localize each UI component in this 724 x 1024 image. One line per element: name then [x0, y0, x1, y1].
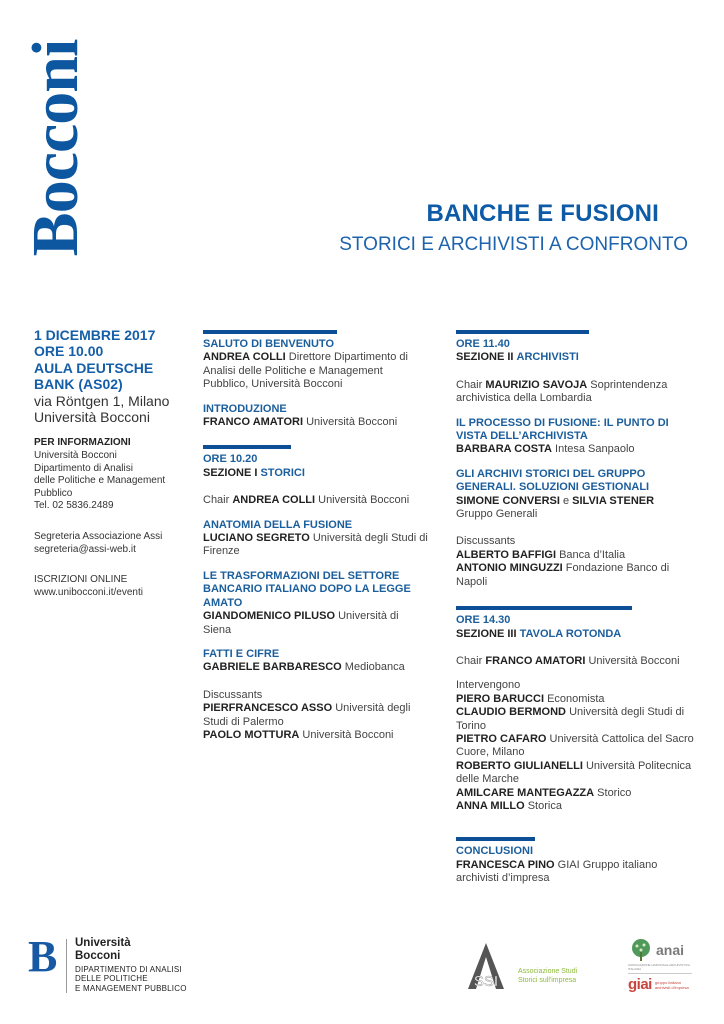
speaker-item — [456, 787, 701, 800]
speaker-affiliation: Università Cattolica del Sacro Cuore, Milano — [456, 732, 694, 759]
session-label: SEZIONE III — [456, 627, 517, 640]
session-label: SEZIONE II — [456, 351, 514, 364]
discussant-name: PIERFRANCESCO ASSO — [203, 702, 333, 715]
talk-item — [203, 519, 428, 559]
speaker-affiliation: Intesa Sanpaolo — [555, 443, 635, 456]
contact-info — [34, 437, 199, 599]
session1-chair — [203, 494, 428, 507]
chair-name: FRANCO AMATORI — [485, 654, 586, 667]
discussants-label: Discussants — [456, 535, 516, 548]
conclusions-title: CONCLUSIONI — [456, 845, 533, 858]
info-line: Pubblico — [34, 487, 73, 499]
logo-divider — [66, 939, 67, 993]
speaker-name: GIANDOMENICO PILUSO — [203, 610, 336, 623]
talk-title: IL PROCESSO DI FUSIONE: IL PUNTO DI VISTA DELL’ARCHIVISTA — [456, 416, 669, 443]
assi-name-line2: Storici sull'impresa — [518, 976, 577, 984]
session-tag: STORICI — [260, 466, 305, 479]
talk-item — [456, 468, 701, 522]
chair-affiliation: Università Bocconi — [318, 494, 410, 507]
talk-item — [203, 570, 428, 637]
section-rule — [203, 330, 337, 334]
speaker-item — [456, 693, 701, 706]
department-line1: DIPARTIMENTO DI ANALISI — [75, 965, 182, 974]
speakers-label: Intervengono — [456, 679, 521, 692]
event-venue: Università Bocconi — [34, 409, 150, 426]
assi-triangle-icon — [460, 943, 512, 989]
welcome-title: SALUTO DI BENVENUTO — [203, 338, 334, 350]
bocconi-logo-text: Bocconi — [19, 39, 92, 256]
discussant-affiliation: Università degli Studi di Palermo — [203, 702, 411, 728]
welcome-block — [203, 338, 428, 392]
university-name-line2: Bocconi — [75, 949, 121, 962]
speaker-name: FRANCESCA PINO — [456, 858, 555, 871]
speaker-item — [456, 733, 701, 760]
university-name-line1: Università — [75, 937, 131, 949]
speaker-name: ROBERTO GIULIANELLI — [456, 759, 583, 772]
speaker-affiliation: Storico — [597, 786, 632, 799]
info-phone: Tel. 02 5836.2489 — [34, 500, 114, 512]
section-rule — [203, 445, 291, 449]
session2-chair — [456, 379, 701, 406]
speaker-affiliation: Università degli Studi di Firenze — [203, 532, 428, 558]
anai-wordmark: anai — [656, 942, 685, 958]
speaker-affiliation: Mediobanca — [344, 661, 405, 674]
info-heading: PER INFORMAZIONI — [34, 437, 131, 449]
bocconi-vertical-logo — [19, 30, 92, 265]
registration-link[interactable]: www.unibocconi.it/eventi — [34, 586, 143, 598]
speaker-name: ANNA MILLO — [456, 799, 525, 812]
speaker-name: BARBARA COSTA — [456, 443, 552, 456]
speaker-affiliation: Gruppo Generali — [456, 508, 538, 521]
event-time: ORE 10.00 — [34, 343, 104, 360]
speaker-name: PIETRO CAFARO — [456, 732, 547, 745]
giai-sub-line2: archivisti d'impresa — [654, 984, 689, 990]
discussant-name: PAOLO MOTTURA — [203, 728, 300, 741]
intro-title: INTRODUZIONE — [203, 402, 287, 415]
talk-title: ANATOMIA DELLA FUSIONE — [203, 518, 353, 531]
event-room-line1: AULA DEUTSCHE — [34, 359, 154, 376]
speaker-item — [456, 760, 701, 787]
bocconi-b-icon: B — [28, 932, 58, 981]
poster-subtitle: STORICI E ARCHIVISTI A CONFRONTO — [339, 234, 688, 255]
info-line: delle Politiche e Management — [34, 475, 166, 487]
session2-discussants — [456, 535, 701, 589]
speaker-name: GABRIELE BARBARESCO — [203, 661, 342, 674]
session-time: ORE 14.30 — [456, 614, 511, 627]
speaker-affiliation: Direttore Dipartimento di Analisi delle Politiche e Management Pubblico, Università Bocconi — [203, 351, 408, 391]
event-address: via Röntgen 1, Milano — [34, 392, 170, 409]
info-line: Dipartimento di Analisi — [34, 462, 133, 474]
chair-label: Chair — [456, 378, 483, 391]
section-rule — [456, 606, 632, 610]
chair-affiliation: Università Bocconi — [588, 654, 680, 667]
speaker-name: PIERO BARUCCI — [456, 692, 545, 705]
svg-text:SSI: SSI — [473, 973, 499, 989]
session3-header — [456, 614, 701, 641]
speaker-name: FRANCO AMATORI — [203, 416, 304, 429]
speaker-affiliation: Università degli Studi di Torino — [456, 706, 685, 732]
discussants-label: Discussants — [203, 688, 263, 701]
discussant-name: ANTONIO MINGUZZI — [456, 562, 563, 575]
speaker-name: ANDREA COLLI — [203, 351, 286, 364]
discussant-item — [456, 549, 701, 562]
event-date: 1 DICEMBRE 2017 — [34, 327, 156, 343]
program-column-2 — [456, 330, 701, 886]
speaker-item — [456, 800, 701, 813]
speaker-affiliation: GIAI Gruppo italiano archivisti d’impresa — [456, 858, 658, 885]
talk-title: FATTI E CIFRE — [203, 647, 280, 660]
discussant-item — [203, 729, 428, 742]
session1-header — [203, 453, 428, 480]
chair-label: Chair — [203, 494, 230, 507]
session-time: ORE 10.20 — [203, 453, 258, 466]
tree-icon — [628, 938, 654, 962]
speaker-affiliation: Università Politecnica delle Marche — [456, 759, 692, 786]
poster-title-block — [339, 200, 688, 256]
speaker-affiliation: Economista — [547, 692, 605, 705]
assi-logo — [460, 943, 577, 989]
chair-affiliation: Soprintendenza archivistica della Lombardia — [456, 378, 668, 405]
section-rule — [456, 330, 589, 334]
discussant-affiliation: Università Bocconi — [302, 728, 394, 741]
assi-name-line1: Associazione Studi — [518, 968, 578, 976]
bocconi-department-logo — [28, 932, 187, 993]
speaker-conjunction: e — [562, 494, 570, 507]
chair-label: Chair — [456, 654, 483, 667]
speaker-affiliation: Università di Siena — [203, 610, 399, 636]
session3-speakers — [456, 679, 701, 813]
discussant-item — [456, 562, 701, 589]
conclusions-block — [456, 845, 701, 885]
intro-block — [203, 403, 428, 430]
session-label: SEZIONE I — [203, 466, 258, 479]
anai-giai-logo — [628, 938, 692, 993]
session3-chair — [456, 655, 701, 668]
event-room-line2: BANK (AS02) — [34, 376, 123, 393]
speaker-name: AMILCARE MANTEGAZZA — [456, 786, 595, 799]
speaker-name: LUCIANO SEGRETO — [203, 532, 310, 545]
registration-heading: ISCRIZIONI ONLINE — [34, 574, 128, 586]
speaker-name: SILVIA STENER — [572, 494, 655, 507]
event-details — [34, 327, 199, 425]
speaker-affiliation: Storica — [527, 799, 562, 812]
secretariat-email[interactable]: segreteria@assi-web.it — [34, 543, 136, 555]
chair-name: ANDREA COLLI — [232, 494, 316, 507]
event-info-column — [34, 327, 199, 599]
giai-sub-line1: gruppo italiano — [654, 979, 682, 985]
talk-title: LE TRASFORMAZIONI DEL SETTORE BANCARIO ITALIANO DOPO LA LEGGE AMATO — [203, 569, 411, 609]
secretariat-label: Segreteria Associazione Assi — [34, 531, 163, 542]
chair-name: MAURIZIO SAVOJA — [485, 378, 588, 391]
giai-wordmark: giai — [628, 976, 652, 993]
anai-fine-print: ASSOCIAZIONE NAZIONALE ARCHIVISTICA ITALIANA — [628, 963, 690, 971]
discussant-item — [203, 702, 428, 729]
program-column-1 — [203, 330, 428, 742]
session2-header — [456, 338, 701, 365]
discussant-affiliation: Fondazione Banco di Napoli — [456, 562, 670, 588]
session1-discussants — [203, 689, 428, 743]
session-tag: TAVOLA ROTONDA — [519, 627, 622, 640]
talk-item — [203, 648, 428, 675]
speaker-affiliation: Università Bocconi — [306, 416, 398, 429]
session-tag: ARCHIVISTI — [516, 351, 579, 364]
speaker-name: SIMONE CONVERSI — [456, 494, 560, 507]
speaker-item — [456, 706, 701, 733]
discussant-affiliation: Banca d’Italia — [559, 548, 626, 561]
poster-title: BANCHE E FUSIONI — [426, 200, 659, 227]
department-line2: DELLE POLITICHE — [75, 974, 148, 984]
talk-item — [456, 417, 701, 457]
logo-divider — [628, 973, 692, 974]
department-line3: E MANAGEMENT PUBBLICO — [75, 983, 187, 993]
session-time: ORE 11.40 — [456, 338, 510, 350]
info-line: Università Bocconi — [34, 450, 117, 462]
discussant-name: ALBERTO BAFFIGI — [456, 548, 557, 561]
talk-title: GLI ARCHIVI STORICI DEL GRUPPO GENERALI. SOLUZIONI GESTIONALI — [456, 467, 650, 494]
speaker-name: CLAUDIO BERMOND — [456, 706, 566, 719]
section-rule — [456, 837, 535, 841]
